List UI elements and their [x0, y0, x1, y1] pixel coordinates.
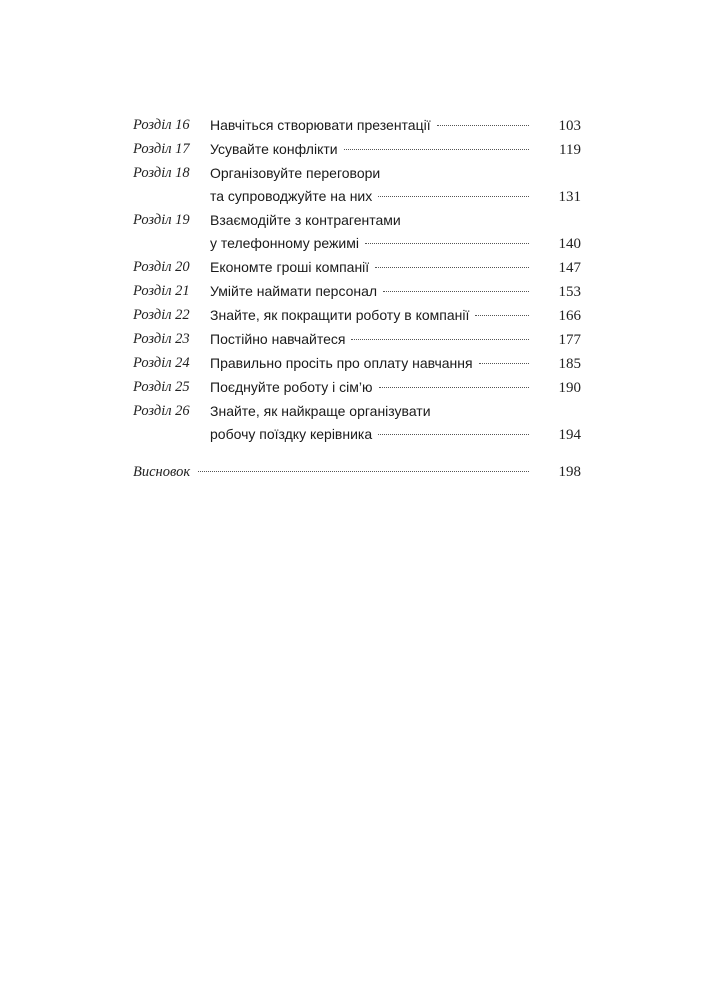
page-number: 147 — [558, 260, 581, 276]
chapter-label: Розділ 24 — [133, 355, 190, 371]
chapter-title — [210, 256, 581, 280]
page-number: 185 — [558, 356, 581, 372]
chapter-title — [210, 162, 581, 209]
dot-leader — [365, 243, 529, 244]
chapter-label: Розділ 17 — [133, 141, 190, 157]
chapter-label: Розділ 20 — [133, 259, 190, 275]
chapter-title-line: Економте гроші компанії — [210, 259, 370, 275]
page-number: 103 — [558, 118, 581, 134]
chapter-label: Розділ 21 — [133, 283, 190, 299]
page-number: 166 — [558, 308, 581, 324]
page-number: 194 — [558, 427, 581, 443]
chapter-title — [210, 328, 581, 352]
toc-entry-18 — [133, 162, 581, 209]
chapter-title — [210, 352, 581, 376]
chapter-label: Розділ 22 — [133, 307, 190, 323]
table-of-contents — [133, 114, 581, 484]
chapter-title-line: Знайте, як покращити роботу в компанії — [210, 307, 470, 323]
chapter-title-line: Взаємодійте з контрагентами — [210, 212, 401, 228]
dot-leader — [198, 471, 529, 472]
chapter-label: Розділ 19 — [133, 212, 190, 228]
dot-leader — [475, 315, 529, 316]
chapter-title — [210, 400, 581, 447]
toc-entry-21 — [133, 280, 581, 304]
dot-leader — [479, 363, 529, 364]
toc-entry-24 — [133, 352, 581, 376]
toc-entry-19 — [133, 209, 581, 256]
page-number: 140 — [558, 236, 581, 252]
chapter-title-line: Усувайте конфлікти — [210, 141, 338, 157]
chapter-title — [210, 114, 581, 138]
page-number: 198 — [558, 464, 581, 480]
toc-entry-26 — [133, 400, 581, 447]
chapter-title-line: та супроводжуйте на них — [210, 188, 373, 204]
chapter-title — [210, 138, 581, 162]
dot-leader — [437, 125, 529, 126]
chapter-title — [210, 376, 581, 400]
dot-leader — [379, 387, 529, 388]
toc-entry-25 — [133, 376, 581, 400]
chapter-title — [210, 304, 581, 328]
spacer — [133, 447, 581, 461]
dot-leader — [375, 267, 529, 268]
dot-leader — [344, 149, 529, 150]
toc-entry-20 — [133, 256, 581, 280]
toc-entry-22 — [133, 304, 581, 328]
chapter-title-line: Постійно навчайтеся — [210, 331, 346, 347]
page-number: 119 — [559, 142, 581, 158]
dot-leader — [378, 196, 529, 197]
page-number: 131 — [558, 189, 581, 205]
toc-entry-23 — [133, 328, 581, 352]
conclusion-label: Висновок — [133, 464, 191, 480]
chapter-title-line: у телефонному режимі — [210, 235, 359, 251]
chapter-title-line: Знайте, як найкраще організувати — [210, 403, 431, 419]
toc-entry-conclusion — [133, 461, 581, 484]
chapter-title-line: Поєднуйте роботу і сім’ю — [210, 379, 373, 395]
chapter-label: Розділ 25 — [133, 379, 190, 395]
chapter-title — [210, 209, 581, 256]
chapter-title-line: робочу поїздку керівника — [210, 426, 373, 442]
chapter-title — [210, 280, 581, 304]
dot-leader — [383, 291, 529, 292]
page-number: 177 — [558, 332, 581, 348]
toc-entry-17 — [133, 138, 581, 162]
chapter-label: Розділ 26 — [133, 403, 190, 419]
chapter-title-line: Умійте наймати персонал — [210, 283, 378, 299]
chapter-label: Розділ 23 — [133, 331, 190, 347]
chapter-label: Розділ 16 — [133, 117, 190, 133]
chapter-title-line: Правильно просіть про оплату навчання — [210, 355, 473, 371]
chapter-label: Розділ 18 — [133, 165, 190, 181]
dot-leader — [351, 339, 529, 340]
chapter-title-line: Навчіться створювати презентації — [210, 117, 431, 133]
dot-leader — [378, 434, 529, 435]
toc-entry-16 — [133, 114, 581, 138]
page-number: 190 — [558, 380, 581, 396]
conclusion-title — [133, 461, 581, 484]
chapter-title-line: Організовуйте переговори — [210, 165, 381, 181]
page-number: 153 — [558, 284, 581, 300]
